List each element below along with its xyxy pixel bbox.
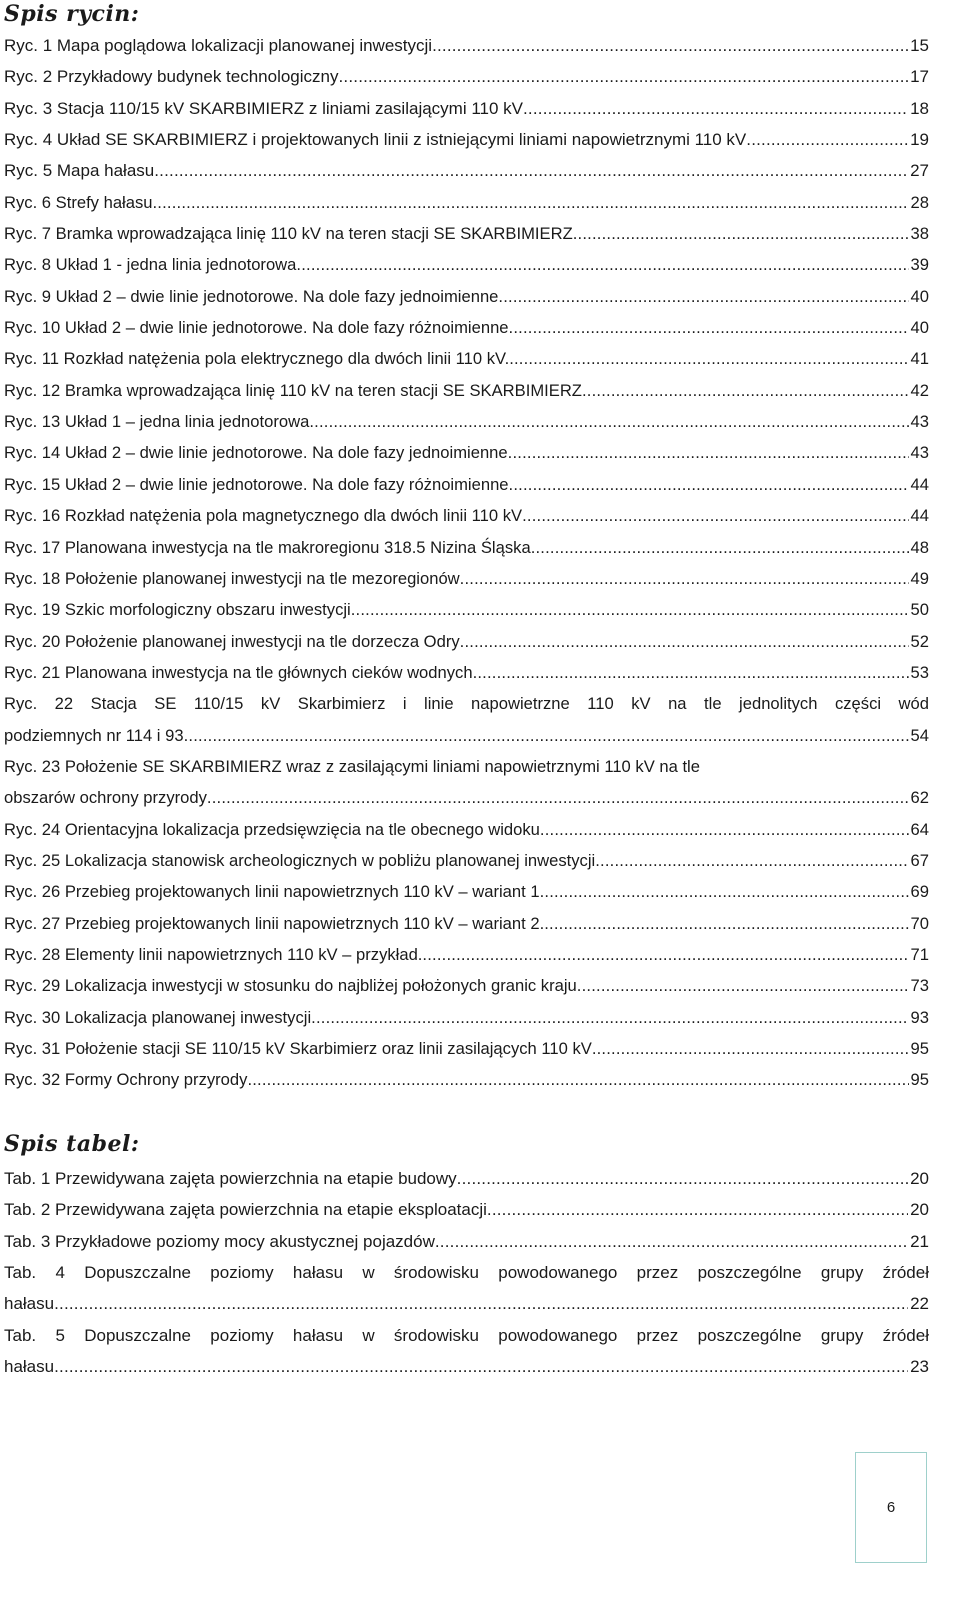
dot-leader <box>473 657 909 688</box>
entry-page: 62 <box>910 788 929 808</box>
entry-page: 23 <box>910 1357 929 1377</box>
entry-page: 48 <box>910 537 929 557</box>
entry-page: 38 <box>910 224 929 244</box>
toc-entry[interactable] <box>4 939 929 970</box>
toc-entry[interactable] <box>4 908 929 939</box>
entry-label: Ryc. 4 Układ SE SKARBIMIERZ i projektowanych linii z istniejącymi liniami napowietrznymi 110 kV <box>4 130 747 150</box>
entry-page: 20 <box>910 1169 929 1188</box>
toc-entry[interactable] <box>4 563 929 594</box>
dot-leader <box>509 469 909 500</box>
entry-label: Ryc. 15 Układ 2 – dwie linie jednotorowe. Na dole fazy różnoimienne <box>4 474 509 494</box>
dot-leader <box>573 218 909 249</box>
dot-leader <box>460 626 909 657</box>
entry-label: Ryc. 2 Przykładowy budynek technologiczny <box>4 67 339 87</box>
toc-entry[interactable] <box>4 93 929 124</box>
dot-leader <box>540 876 909 907</box>
entry-page: 18 <box>910 98 929 118</box>
entry-page: 95 <box>910 1039 929 1058</box>
dot-leader <box>544 908 908 939</box>
entry-label: Ryc. 6 Strefy hałasu <box>4 192 153 212</box>
tables-heading: Spis tabel: <box>4 1131 140 1157</box>
entry-page: 71 <box>910 944 929 964</box>
entry-page: 41 <box>910 349 929 369</box>
entry-page: 70 <box>910 913 929 933</box>
entry-label: Tab. 3 Przykładowe poziomy mocy akustycznej pojazdów <box>4 1231 435 1251</box>
toc-entry[interactable] <box>4 1257 929 1320</box>
dot-leader <box>498 281 908 312</box>
toc-entry[interactable] <box>4 751 929 814</box>
dot-leader <box>432 30 908 61</box>
dot-leader <box>54 1288 908 1319</box>
toc-entry[interactable] <box>4 187 929 218</box>
entry-page: 40 <box>910 286 929 306</box>
toc-entry[interactable] <box>4 1226 929 1257</box>
page-number: 6 <box>886 1499 896 1516</box>
tables-list <box>4 1163 929 1382</box>
dot-leader <box>509 343 908 374</box>
entry-label: Ryc. 16 Rozkład natężenia pola magnetycznego dla dwóch linii 110 kV <box>4 506 523 526</box>
entry-label-continued: hałasu <box>4 1357 55 1377</box>
entry-label: Ryc. 13 Układ 1 – jedna linia jednotorowa <box>4 412 310 432</box>
toc-entry[interactable] <box>4 532 929 563</box>
entry-page: 43 <box>910 412 929 432</box>
toc-entry[interactable] <box>4 1320 929 1383</box>
dot-leader <box>153 187 909 218</box>
toc-entry[interactable] <box>4 845 929 876</box>
entry-label-continued: podziemnych nr 114 i 93 <box>4 725 184 745</box>
entry-page: 28 <box>910 192 929 212</box>
dot-leader <box>296 249 908 280</box>
dot-leader <box>309 406 908 437</box>
entry-label: Ryc. 10 Układ 2 – dwie linie jednotorowe. Na dole fazy różnoimienne <box>4 318 509 338</box>
entry-label: Ryc. 23 Położenie SE SKARBIMIERZ wraz z zasilającymi liniami napowietrznymi 110 kV na tle <box>4 756 700 776</box>
entry-label: Ryc. 31 Położenie stacji SE 110/15 kV Skarbimierz oraz linii zasilających 110 kV <box>4 1039 592 1058</box>
entry-page: 95 <box>910 1070 929 1090</box>
toc-entry[interactable] <box>4 1002 929 1033</box>
page-number-box <box>855 1452 927 1563</box>
figures-heading: Spis rycin: <box>4 1 140 27</box>
dot-leader <box>523 93 908 124</box>
entry-page: 27 <box>910 161 929 181</box>
entry-page: 42 <box>910 380 929 400</box>
dot-leader <box>592 1033 909 1064</box>
toc-entry[interactable] <box>4 218 929 249</box>
toc-entry[interactable] <box>4 970 929 1001</box>
toc-entry[interactable] <box>4 1194 929 1225</box>
entry-page: 67 <box>910 850 929 870</box>
entry-label: Tab. 2 Przewidywana zajęta powierzchnia na etapie eksploatacji <box>4 1200 487 1220</box>
entry-label: Ryc. 30 Lokalizacja planowanej inwestycji <box>4 1007 312 1027</box>
toc-entry[interactable] <box>4 61 929 92</box>
entry-label: Tab. 5 Dopuszczalne poziomy hałasu w środowisku powodowanego przez poszczególne grupy źródeł <box>4 1325 929 1345</box>
toc-entry[interactable] <box>4 1033 929 1064</box>
entry-page: 20 <box>910 1200 929 1220</box>
toc-entry[interactable] <box>4 1163 929 1194</box>
entry-label: Ryc. 5 Mapa hałasu <box>4 161 155 181</box>
entry-label-continued: obszarów ochrony przyrody <box>4 788 207 808</box>
entry-page: 53 <box>910 662 929 682</box>
entry-label: Ryc. 9 Układ 2 – dwie linie jednotorowe. Na dole fazy jednoimienne <box>4 286 499 306</box>
entry-label: Ryc. 26 Przebieg projektowanych linii napowietrznych 110 kV – wariant 1 <box>4 882 540 902</box>
entry-label: Ryc. 24 Orientacyjna lokalizacja przedsięwzięcia na tle obecnego widoku <box>4 819 540 839</box>
dot-leader <box>247 1064 908 1095</box>
entry-label: Ryc. 20 Położenie planowanej inwestycji na tle dorzecza Odry <box>4 631 460 651</box>
entry-label: Ryc. 7 Bramka wprowadzająca linię 110 kV na teren stacji SE SKARBIMIERZ <box>4 224 573 244</box>
toc-entry[interactable] <box>4 249 929 280</box>
entry-page: 64 <box>910 819 929 839</box>
entry-label: Ryc. 18 Położenie planowanej inwestycji na tle mezoregionów <box>4 568 460 588</box>
dot-leader <box>339 61 909 92</box>
toc-entry[interactable] <box>4 814 929 845</box>
entry-label: Ryc. 21 Planowana inwestycja na tle głównych cieków wodnych <box>4 662 473 682</box>
toc-entry[interactable] <box>4 281 929 312</box>
toc-entry[interactable] <box>4 469 929 500</box>
toc-entry[interactable] <box>4 406 929 437</box>
dot-leader <box>487 1194 908 1225</box>
dot-leader <box>351 594 909 625</box>
entry-page: 52 <box>910 631 929 651</box>
dot-leader <box>540 814 909 845</box>
toc-entry[interactable] <box>4 876 929 907</box>
dot-leader <box>522 500 908 531</box>
toc-entry[interactable] <box>4 30 929 61</box>
entry-page: 73 <box>910 976 929 996</box>
entry-page: 44 <box>910 506 929 526</box>
entry-page: 17 <box>910 67 929 87</box>
entry-label: Ryc. 27 Przebieg projektowanych linii napowietrznych 110 kV – wariant 2. <box>4 913 545 933</box>
entry-label: Tab. 1 Przewidywana zajęta powierzchnia na etapie budowy <box>4 1169 457 1188</box>
entry-page: 22 <box>910 1294 929 1314</box>
entry-label: Ryc. 22 Stacja SE 110/15 kV Skarbimierz i linie napowietrzne 110 kV na tle jednolitych części wód <box>4 694 929 714</box>
toc-entry[interactable] <box>4 124 929 155</box>
entry-label: Ryc. 32 Formy Ochrony przyrody <box>4 1070 248 1090</box>
dot-leader <box>54 1351 908 1382</box>
entry-page: 54 <box>910 725 929 745</box>
entry-label: Ryc. 14 Układ 2 – dwie linie jednotorowe. Na dole fazy jednoimienne <box>4 443 508 463</box>
entry-label: Ryc. 11 Rozkład natężenia pola elektrycznego dla dwóch linii 110 kV. <box>4 349 510 369</box>
dot-leader <box>207 782 909 813</box>
toc-entry[interactable] <box>4 437 929 468</box>
entry-page: 69 <box>910 882 929 902</box>
toc-entry[interactable] <box>4 500 929 531</box>
dot-leader <box>457 1163 908 1194</box>
entry-page: 49 <box>910 568 929 588</box>
figures-list <box>4 30 929 1096</box>
entry-page: 40 <box>910 318 929 338</box>
entry-label: Ryc. 1 Mapa poglądowa lokalizacji planowanej inwestycji <box>4 36 433 55</box>
toc-entry[interactable] <box>4 657 929 688</box>
entry-page: 15 <box>910 36 929 55</box>
entry-page: 19 <box>910 130 929 150</box>
entry-page: 43 <box>910 443 929 463</box>
toc-entry[interactable] <box>4 312 929 343</box>
dot-leader <box>460 563 909 594</box>
dot-leader <box>509 312 909 343</box>
entry-label: Ryc. 12 Bramka wprowadzająca linię 110 kV na teren stacji SE SKARBIMIERZ <box>4 380 582 400</box>
dot-leader <box>422 939 908 970</box>
toc-entry[interactable] <box>4 155 929 186</box>
toc-entry[interactable] <box>4 375 929 406</box>
entry-label: Ryc. 8 Układ 1 - jedna linia jednotorowa <box>4 255 297 275</box>
entry-page: 39 <box>910 255 929 275</box>
toc-entry[interactable] <box>4 1064 929 1095</box>
entry-label: Ryc. 3 Stacja 110/15 kV SKARBIMIERZ z liniami zasilającymi 110 kV <box>4 98 523 118</box>
dot-leader <box>582 375 909 406</box>
entry-page: 93 <box>910 1007 929 1027</box>
toc-entry[interactable] <box>4 688 929 751</box>
dot-leader <box>184 720 909 751</box>
dot-leader <box>531 532 909 563</box>
entry-label: Tab. 4 Dopuszczalne poziomy hałasu w środowisku powodowanego przez poszczególne grupy źródeł <box>4 1263 929 1283</box>
dot-leader <box>746 124 908 155</box>
toc-entry[interactable] <box>4 626 929 657</box>
dot-leader <box>595 845 908 876</box>
dot-leader <box>154 155 908 186</box>
entry-label-continued: hałasu <box>4 1294 55 1314</box>
entry-label: Ryc. 25 Lokalizacja stanowisk archeologicznych w pobliżu planowanej inwestycji <box>4 850 596 870</box>
dot-leader <box>311 1002 908 1033</box>
entry-page: 21 <box>910 1231 929 1251</box>
entry-label: Ryc. 17 Planowana inwestycja na tle makroregionu 318.5 Nizina Śląska <box>4 537 531 557</box>
toc-entry[interactable] <box>4 343 929 374</box>
toc-entry[interactable] <box>4 594 929 625</box>
entry-label: Ryc. 28 Elementy linii napowietrznych 110 kV – przykład. <box>4 944 423 964</box>
entry-label: Ryc. 19 Szkic morfologiczny obszaru inwestycji <box>4 600 351 620</box>
entry-label: Ryc. 29 Lokalizacja inwestycji w stosunku do najbliżej położonych granic kraju <box>4 976 577 996</box>
dot-leader <box>508 437 909 468</box>
entry-page: 44 <box>910 474 929 494</box>
dot-leader <box>577 970 909 1001</box>
dot-leader <box>435 1226 908 1257</box>
entry-page: 50 <box>910 600 929 620</box>
